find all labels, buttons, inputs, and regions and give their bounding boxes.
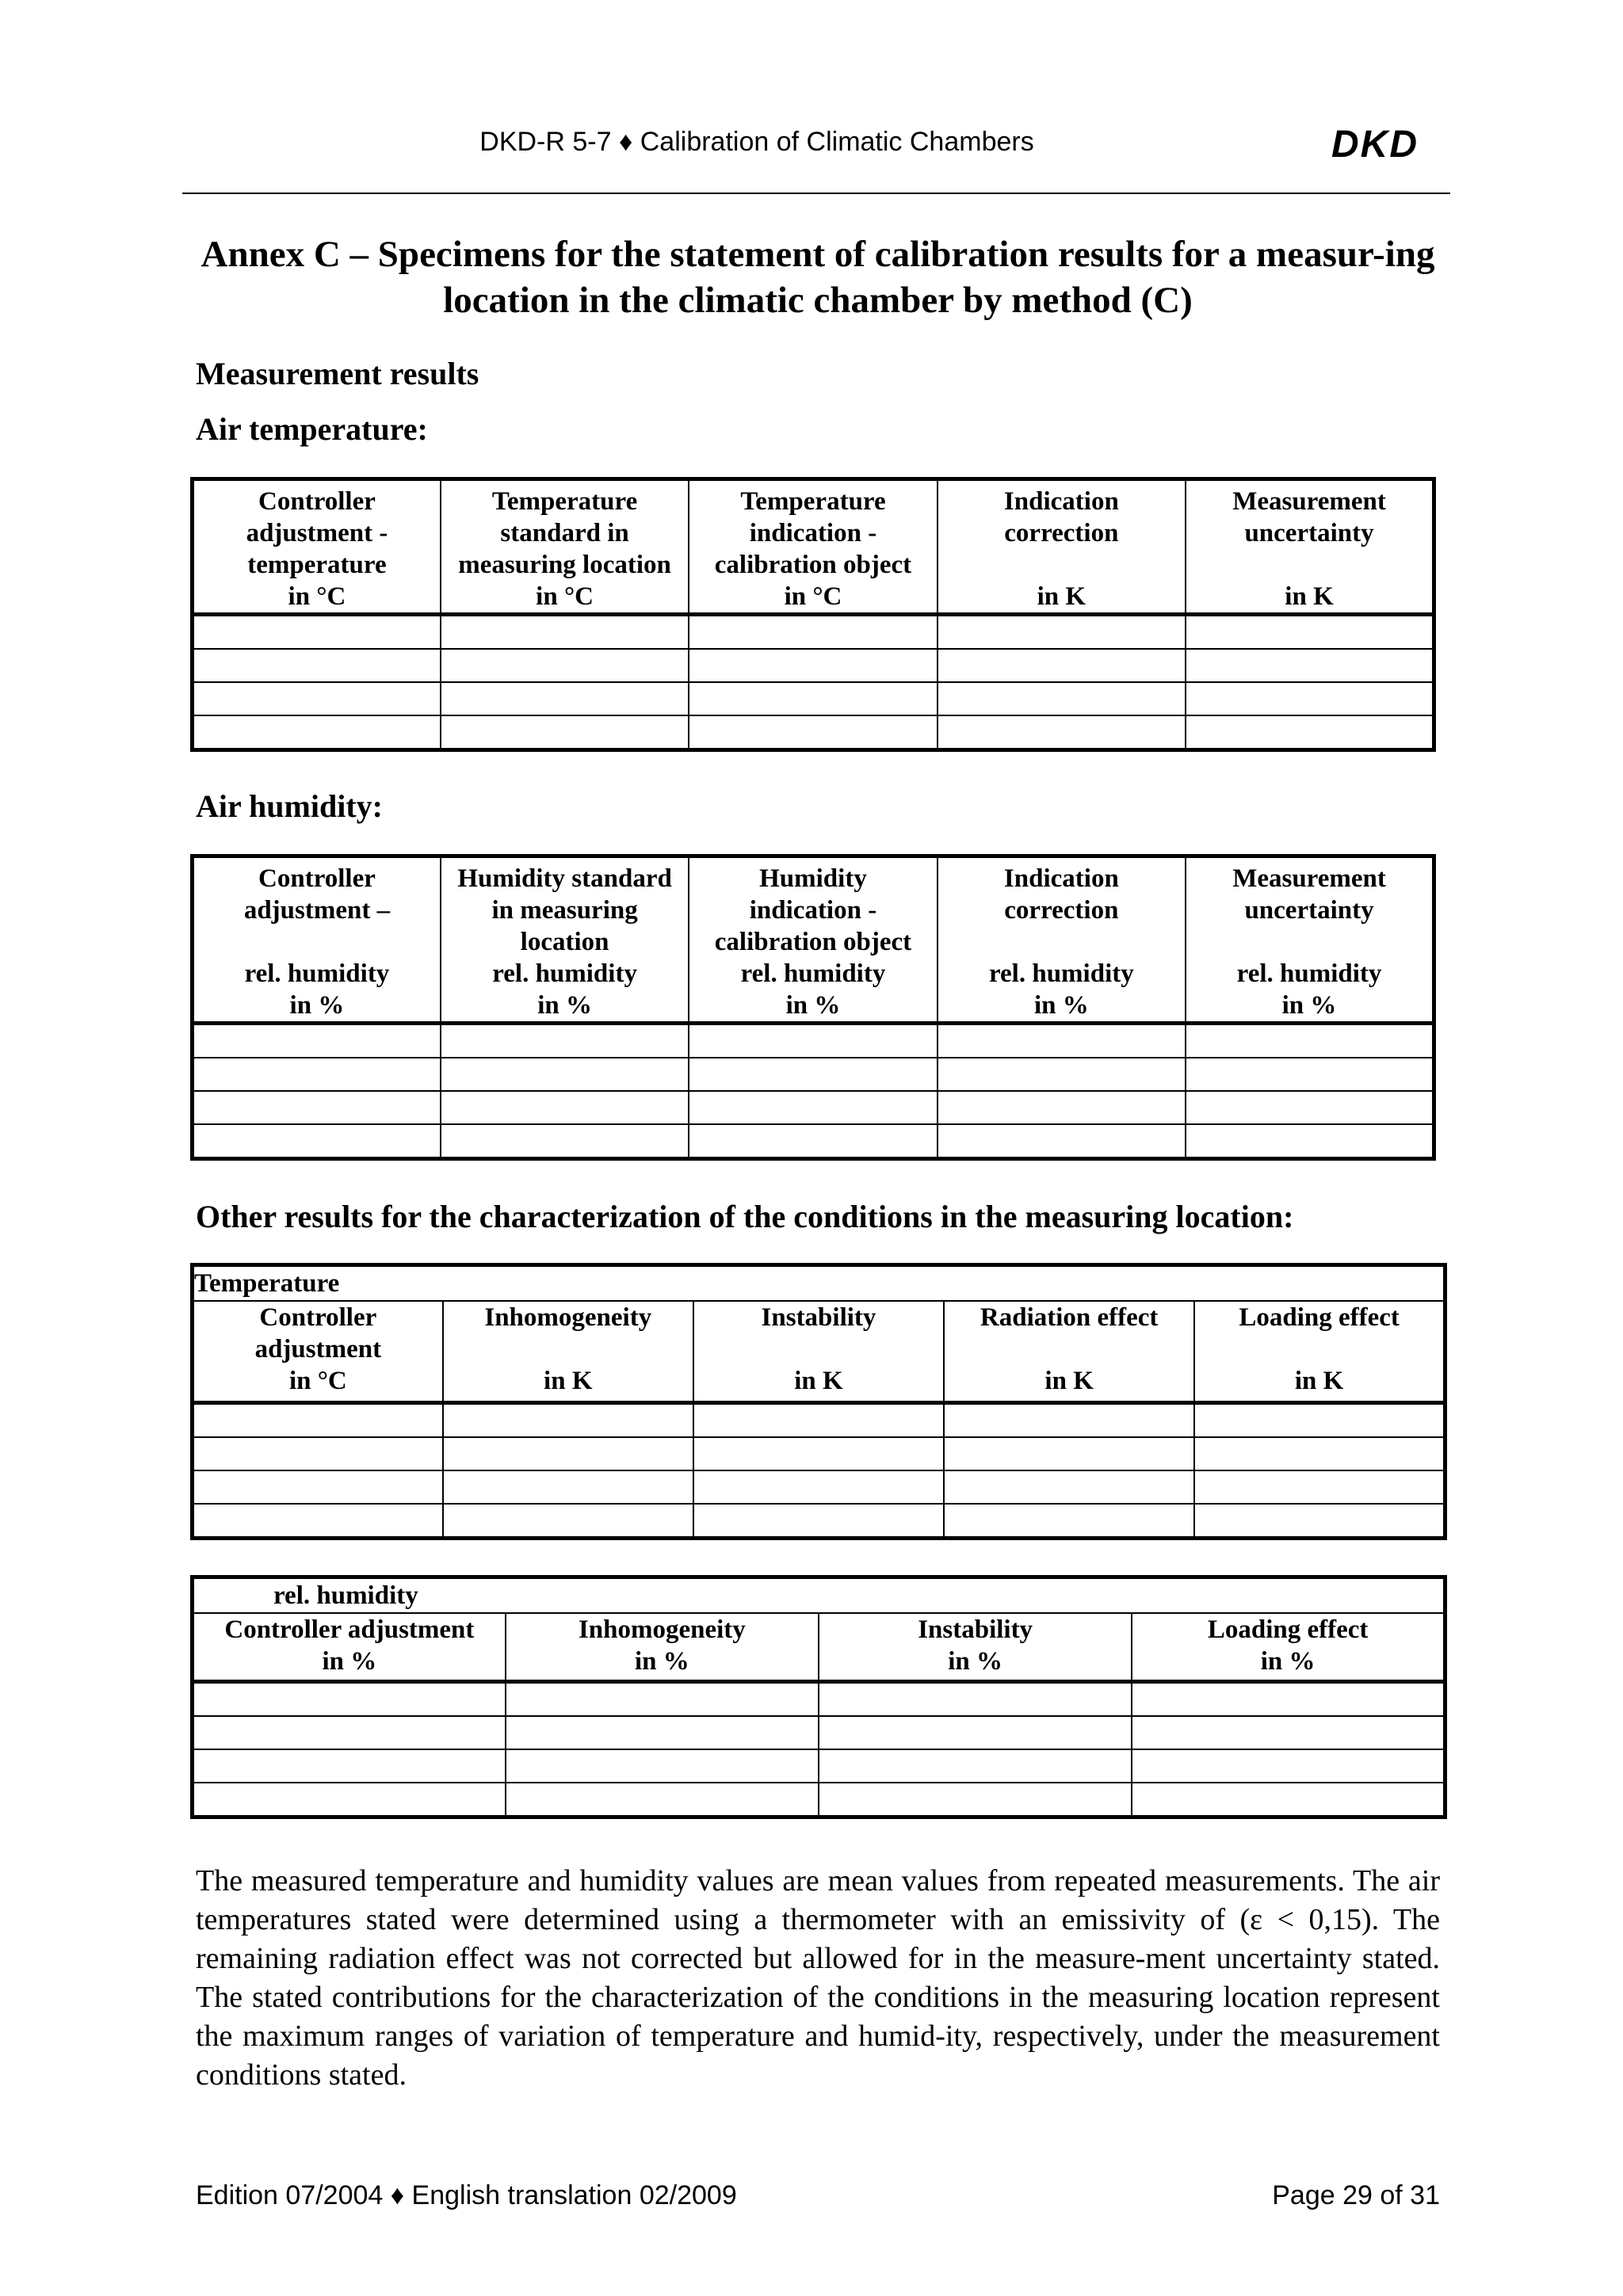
other-temperature-table bbox=[190, 1263, 1447, 1540]
table-row bbox=[193, 1504, 1445, 1539]
header-cell: Indication correction in K bbox=[938, 479, 1186, 615]
table-row bbox=[193, 1783, 1445, 1817]
air-humidity-heading: Air humidity: bbox=[196, 788, 383, 824]
header-cell: Inhomogeneity in % bbox=[506, 1613, 819, 1681]
annex-title: Annex C – Specimens for the statement of calibration results for a measur-ing location in the climatic chamber by method (C) bbox=[200, 234, 1435, 321]
caption-row bbox=[193, 1577, 1445, 1614]
table-row bbox=[193, 682, 1434, 715]
table-row bbox=[193, 649, 1434, 682]
dkd-logo: DKD bbox=[1331, 124, 1419, 166]
table-row bbox=[193, 1058, 1434, 1091]
explanatory-paragraph: The measured temperature and humidity values are mean values from repeated measurements. The air temperatures stated were determined using a thermometer with an emissivity of (ε < 0,15). The remaining radiation effect was not corrected but allowed for in the measure-ment uncertainty stated. The stated contributions for the characterization of the conditions in the measuring location represent the maximum ranges of variation of temperature and humid-ity, respectively, under the measurement conditions stated. bbox=[196, 1864, 1440, 2092]
table-row bbox=[193, 1402, 1445, 1437]
table-row bbox=[193, 1681, 1445, 1716]
table-row bbox=[193, 1091, 1434, 1124]
header-cell: Measurement uncertainty rel. humidity in % bbox=[1186, 856, 1434, 1024]
header-cell: Instability in K bbox=[693, 1301, 944, 1402]
header-cell: Inhomogeneity in K bbox=[443, 1301, 693, 1402]
header-cell: Radiation effect in K bbox=[944, 1301, 1194, 1402]
table-row bbox=[193, 1124, 1434, 1159]
header-cell: Controller adjustment in % bbox=[193, 1613, 506, 1681]
air-temperature-heading: Air temperature: bbox=[196, 411, 428, 447]
air-humidity-table bbox=[190, 854, 1436, 1161]
header-cell: Controller adjustment - temperature in °C bbox=[193, 479, 441, 615]
table-row bbox=[193, 1024, 1434, 1058]
footer-edition: Edition 07/2004 ♦ English translation 02/2009 bbox=[196, 2180, 737, 2210]
table-row bbox=[193, 1716, 1445, 1749]
header-cell: Temperature indication - calibration object in °C bbox=[689, 479, 937, 615]
table-row bbox=[193, 615, 1434, 650]
caption-row bbox=[193, 1265, 1445, 1302]
air-temperature-table bbox=[190, 477, 1436, 752]
table-row bbox=[193, 1470, 1445, 1504]
header-cell: Controller adjustment in °C bbox=[193, 1301, 443, 1402]
header-cell: Humidity indication - calibration object rel. humidity in % bbox=[689, 856, 937, 1024]
table-row bbox=[193, 1437, 1445, 1470]
header-cell: Loading effect in K bbox=[1194, 1301, 1445, 1402]
other-results-heading: Other results for the characterization of the conditions in the measuring location: bbox=[196, 1199, 1294, 1234]
table-caption: rel. humidity bbox=[193, 1577, 1445, 1614]
table-row bbox=[193, 1749, 1445, 1783]
table-row bbox=[193, 715, 1434, 750]
running-header: DKD-R 5-7 ♦ Calibration of Climatic Chambers bbox=[479, 127, 1034, 157]
header-cell: Humidity standard in measuring location rel. humidity in % bbox=[441, 856, 689, 1024]
measurement-results-heading: Measurement results bbox=[196, 356, 479, 391]
table-caption: Temperature bbox=[193, 1265, 1445, 1302]
header-divider bbox=[182, 193, 1450, 194]
header-cell: Loading effect in % bbox=[1132, 1613, 1445, 1681]
other-humidity-table bbox=[190, 1575, 1447, 1819]
header-cell: Instability in % bbox=[819, 1613, 1132, 1681]
header-cell: Temperature standard in measuring location in °C bbox=[441, 479, 689, 615]
header-cell: Controller adjustment – rel. humidity in % bbox=[193, 856, 441, 1024]
footer-page-number: Page 29 of 31 bbox=[1272, 2180, 1440, 2210]
header-cell: Measurement uncertainty in K bbox=[1186, 479, 1434, 615]
header-cell: Indication correction rel. humidity in % bbox=[938, 856, 1186, 1024]
